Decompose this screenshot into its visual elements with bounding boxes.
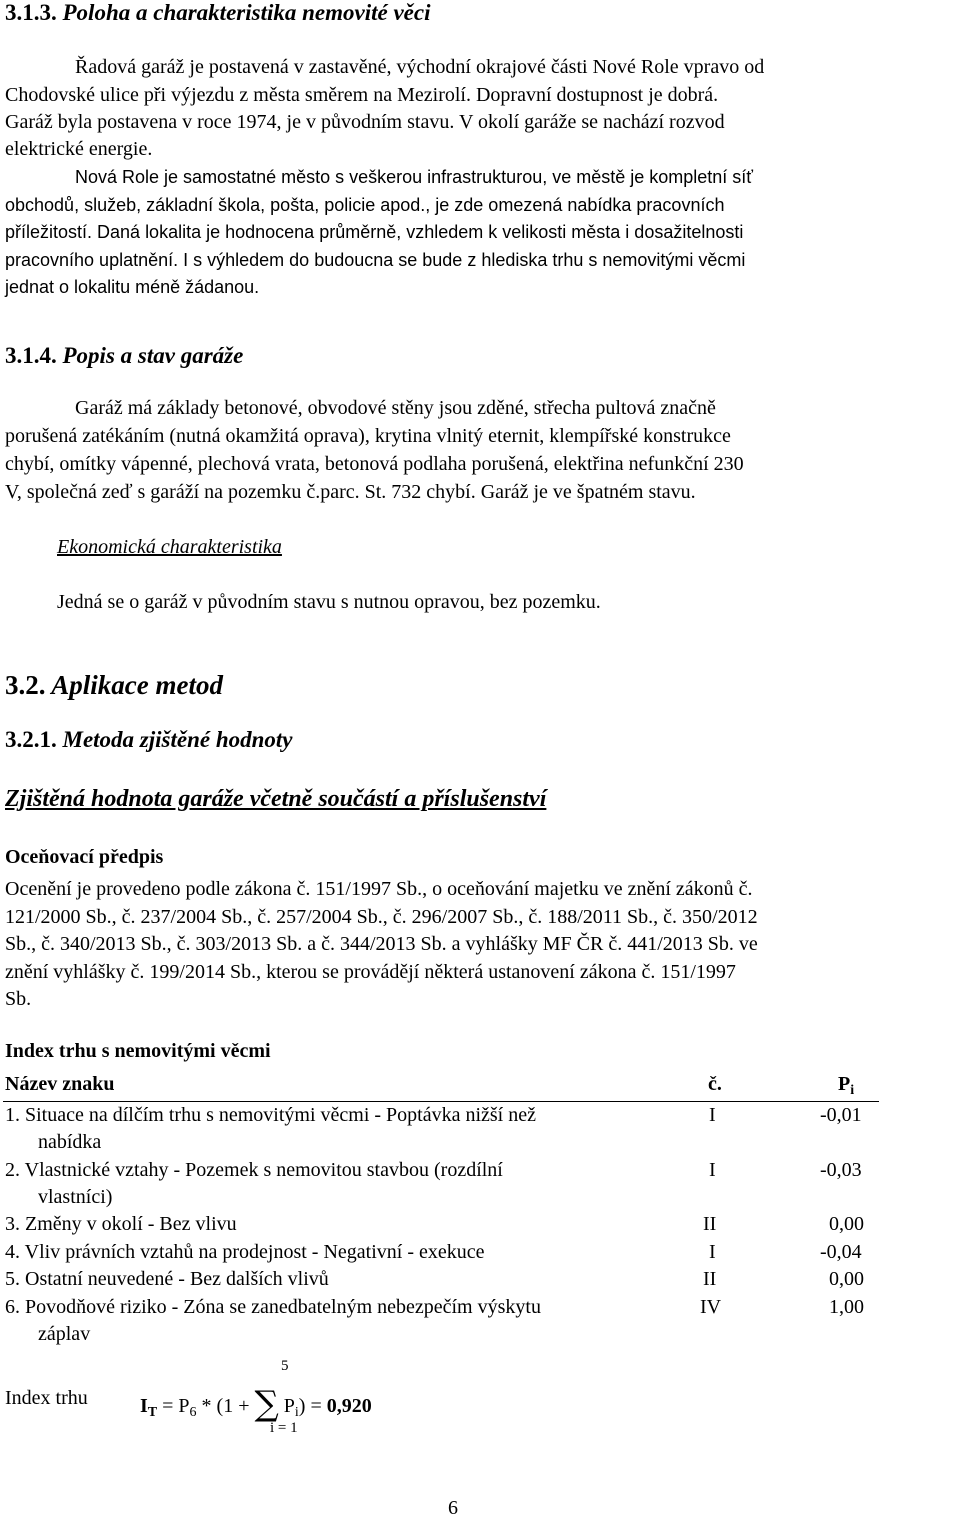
paragraph-line: příležitostí. Daná lokalita je hodnocena průměrně, vzhledem k velikosti města i dosažitelnosti — [5, 222, 744, 242]
table-row-p: 1,00 — [829, 1296, 864, 1318]
sum-icon: ∑ — [254, 1384, 279, 1424]
valuation-heading: Zjištěná hodnota garáže včetně součástí a příslušenství — [5, 786, 547, 812]
paragraph-line: pracovního uplatnění. I s výhledem do budoucna se bude z hlediska trhu s nemovitými věcmi — [5, 250, 746, 270]
regulation-line: Sb., č. 340/2013 Sb., č. 303/2013 Sb. a č. 344/2013 Sb. a vyhlášky MF ČR č. 441/2013 Sb. ve — [5, 933, 758, 955]
section-314-heading — [5, 343, 243, 369]
table-row-no: II — [703, 1213, 717, 1235]
section-number: 3.2.1. — [5, 727, 57, 752]
sum-upper-limit: 5 — [281, 1358, 289, 1374]
paragraph-line: porušená zatékáním (nutná okamžitá oprava), krytina vlnitý eternit, klempířské konstrukce — [5, 425, 731, 447]
paragraph-line: obchodů, služeb, základní škola, pošta, policie apod., je zde omezená nabídka pracovních — [5, 195, 725, 215]
table-row-name-cont: nabídka — [38, 1131, 102, 1153]
index-table-heading: Index trhu s nemovitými věcmi — [5, 1040, 271, 1062]
table-row-no: II — [703, 1268, 717, 1290]
paragraph-line: Chodovské ulice při výjezdu z města směrem na Mezirolí. Dopravní dostupnost je dobrá. — [5, 84, 719, 106]
formula-label: Index trhu — [5, 1387, 88, 1409]
table-row-name: 2. Vlastnické vztahy - Pozemek s nemovitou stavbou (rozdílní — [5, 1159, 503, 1181]
table-row-p: 0,00 — [829, 1213, 864, 1235]
section-32-heading — [5, 670, 223, 701]
table-row-p: -0,01 — [820, 1104, 862, 1126]
section-321-heading — [5, 727, 293, 753]
paragraph-line: Nová Role je samostatné město s veškerou infrastrukturou, ve městě je kompletní síť — [75, 167, 754, 187]
formula-eq: = P — [157, 1395, 190, 1417]
section-title: Popis a stav garáže — [62, 343, 244, 368]
econ-text: Jedná se o garáž v původním stavu s nutnou opravou, bez pozemku. — [57, 591, 601, 613]
section-title: Aplikace metod — [51, 670, 223, 700]
formula-close: ) = — [298, 1395, 327, 1417]
table-row-name: 4. Vliv právních vztahů na prodejnost - Negativní - exekuce — [5, 1241, 485, 1263]
table-row-name-cont: záplav — [38, 1323, 91, 1345]
section-title: Poloha a charakteristika nemovité věci — [62, 0, 431, 25]
table-row-no: I — [709, 1241, 716, 1263]
regulation-line: Ocenění je provedeno podle zákona č. 151/1997 Sb., o oceňování majetku ve znění zákonů č. — [5, 878, 753, 900]
table-row-p: -0,04 — [820, 1241, 862, 1263]
regulation-line: 121/2000 Sb., č. 237/2004 Sb., č. 257/2004 Sb., č. 296/2007 Sb., č. 188/2011 Sb., č. 350/2012 — [5, 906, 758, 928]
i-symbol: I — [140, 1395, 148, 1417]
section-number: 3.1.4. — [5, 343, 57, 368]
table-row-p: 0,00 — [829, 1268, 864, 1290]
sum-lower-limit: i = 1 — [270, 1420, 298, 1436]
col-header-name: Název znaku — [5, 1073, 115, 1095]
section-number: 3.1.3. — [5, 0, 57, 25]
col-header-no: č. — [708, 1073, 722, 1095]
table-row-p: -0,03 — [820, 1159, 862, 1181]
table-row-no: I — [709, 1104, 716, 1126]
table-row-name: 1. Situace na dílčím trhu s nemovitými věcmi - Poptávka nižší než — [5, 1104, 536, 1126]
table-row-name: 6. Povodňové riziko - Zóna se zanedbatelným nebezpečím výskytu — [5, 1296, 541, 1318]
page-number: 6 — [448, 1497, 458, 1519]
paragraph-line: V, společná zeď s garáží na pozemku č.parc. St. 732 chybí. Garáž je ve špatném stavu. — [5, 481, 696, 503]
p-subscript: i — [850, 1083, 855, 1098]
section-number: 3.2. — [5, 670, 46, 700]
table-row-name: 3. Změny v okolí - Bez vlivu — [5, 1213, 237, 1235]
formula-result: 0,920 — [326, 1395, 372, 1417]
paragraph-line: jednat o lokalitu méně žádanou. — [5, 277, 260, 297]
paragraph-line: chybí, omítky vápenné, plechová vrata, betonová podlaha porušená, elektřina nefunkční 230 — [5, 453, 744, 475]
six-subscript: 6 — [189, 1405, 197, 1420]
formula-expression — [140, 1384, 372, 1424]
col-header-p — [838, 1073, 854, 1099]
section-313-heading — [5, 0, 430, 26]
paragraph-line: Garáž byla postavena v roce 1974, je v původním stavu. V okolí garáže se nachází rozvod — [5, 111, 725, 133]
econ-heading: Ekonomická charakteristika — [57, 536, 282, 558]
table-row-no: IV — [700, 1296, 722, 1318]
paragraph-line: elektrické energie. — [5, 138, 153, 160]
paragraph-line: Garáž má základy betonové, obvodové stěny jsou zděné, střecha pultová značně — [75, 397, 716, 419]
p-symbol: P — [838, 1073, 851, 1095]
formula-mid: * (1 + — [196, 1395, 255, 1417]
formula-p: P — [278, 1395, 295, 1417]
paragraph-line: Řadová garáž je postavená v zastavěné, východní okrajové části Nové Role vpravo od — [75, 56, 765, 78]
regulation-line: znění vyhlášky č. 199/2014 Sb., kterou se provádějí některá ustanovení zákona č. 151/1997 — [5, 961, 736, 983]
section-title: Metoda zjištěné hodnoty — [62, 727, 293, 752]
regulation-heading: Oceňovací předpis — [5, 846, 164, 868]
table-row-name-cont: vlastníci) — [38, 1186, 113, 1208]
i-subscript: i — [294, 1405, 299, 1420]
regulation-line: Sb. — [5, 988, 32, 1010]
table-row-no: I — [709, 1159, 716, 1181]
table-row-name: 5. Ostatní neuvedené - Bez dalších vlivů — [5, 1268, 329, 1290]
table-header-rule — [3, 1101, 879, 1102]
t-subscript: T — [147, 1405, 158, 1420]
